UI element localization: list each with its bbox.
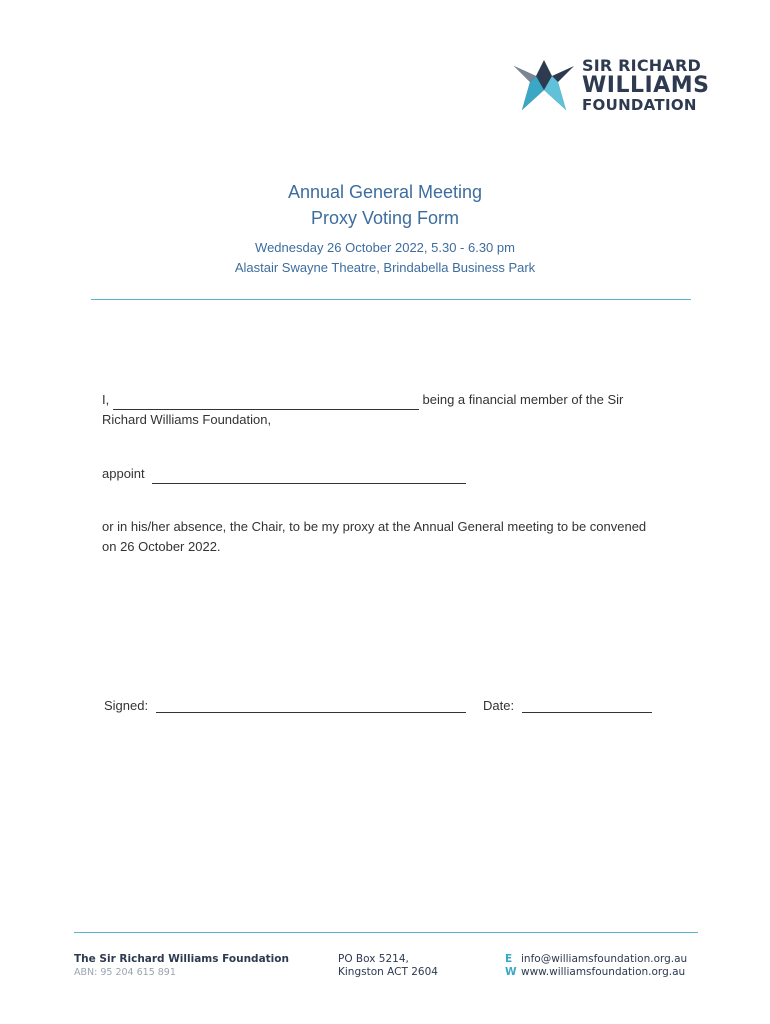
foundation-logo	[512, 56, 712, 116]
logo-wordmark	[582, 56, 709, 113]
form-title-line-1: Annual General Meeting	[287, 182, 483, 202]
member-name-field[interactable]	[113, 395, 419, 410]
footer-divider	[74, 932, 698, 933]
logo-line-3: FOUNDATION	[582, 96, 697, 114]
footer-abn: ABN: 95 204 615 891	[74, 967, 176, 978]
date-label: Date:	[483, 698, 515, 713]
footer-organisation	[74, 953, 289, 979]
footer-contact	[505, 953, 687, 979]
date-field[interactable]	[522, 698, 652, 713]
footer-web-link[interactable]: www.williamsfoundation.org.au	[521, 966, 686, 978]
signature-field[interactable]	[156, 698, 466, 713]
signature-row	[104, 698, 466, 713]
proxy-name-field[interactable]	[152, 469, 466, 484]
footer-email-link[interactable]: info@williamsfoundation.org.au	[521, 953, 688, 965]
member-prefix: I,	[102, 392, 110, 407]
footer-org-name: The Sir Richard Williams Foundation	[74, 953, 289, 965]
meeting-date: Wednesday 26 October 2022, 5.30 - 6.30 pm	[255, 240, 515, 255]
member-statement	[102, 390, 662, 430]
footer-address-line-2: Kingston ACT 2604	[338, 966, 438, 978]
appoint-statement	[102, 464, 466, 484]
form-title-line-2: Proxy Voting Form	[310, 208, 460, 228]
member-suffix: being a financial member of the Sir Richard Williams Foundation,	[102, 392, 624, 427]
logo-line-1: SIR RICHARD	[582, 56, 701, 75]
footer-address-line-1: PO Box 5214,	[338, 953, 409, 965]
logo-line-2: WILLIAMS	[582, 73, 710, 98]
date-row	[483, 698, 652, 713]
absence-statement: or in his/her absence, the Chair, to be my proxy at the Annual General meeting to be convened on 26 October 2022.	[102, 519, 647, 554]
star-logo-icon	[512, 56, 576, 114]
web-key: W	[505, 966, 517, 978]
footer-address	[338, 953, 438, 979]
email-key: E	[505, 953, 513, 965]
meeting-venue: Alastair Swayne Theatre, Brindabella Business Park	[234, 260, 536, 275]
signed-label: Signed:	[104, 698, 149, 713]
header-divider	[91, 299, 691, 300]
appoint-label: appoint	[102, 466, 145, 481]
